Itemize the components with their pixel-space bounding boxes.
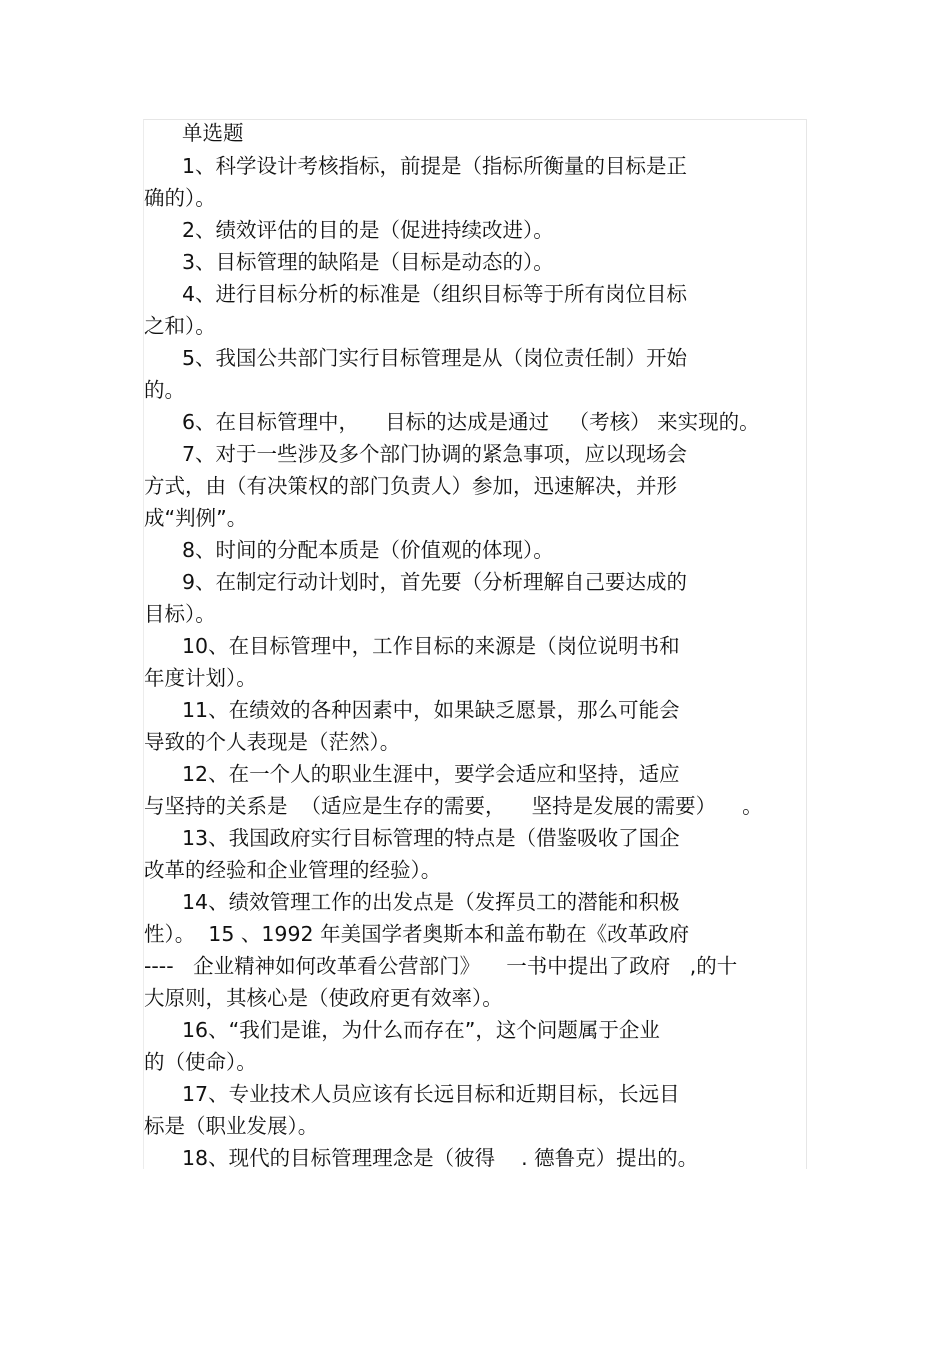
question-12-line-1: 12、在一个人的职业生涯中，要学会适应和坚持，适应 — [182, 762, 680, 786]
question-4-line-1: 4、进行目标分析的标准是（组织目标等于所有岗位目标 — [182, 282, 688, 306]
question-7-line-2: 方式，由（有决策权的部门负责人）参加，迅速解决，并形 — [144, 474, 677, 498]
question-9-line-1: 9、在制定行动计划时，首先要（分析理解自己要达成的 — [182, 570, 688, 594]
question-1-line-1: 1、科学设计考核指标，前提是（指标所衡量的目标是正 — [182, 154, 688, 178]
question-12-line-2: 与坚持的关系是 （适应是生存的需要， 坚持是发展的需要） 。 — [144, 794, 763, 818]
question-10-line-2: 年度计划）。 — [144, 666, 257, 690]
question-7-line-1: 7、对于一些涉及多个部门协调的紧急事项，应以现场会 — [182, 442, 688, 466]
question-7-line-3: 成“判例”。 — [144, 506, 248, 530]
question-11-line-1: 11、在绩效的各种因素中，如果缺乏愿景，那么可能会 — [182, 698, 680, 722]
question-3: 3、目标管理的缺陷是（目标是动态的）。 — [182, 250, 554, 274]
question-14-15-line: 性）。 15 、1992 年美国学者奥斯本和盖布勒在《改革政府 — [144, 922, 690, 946]
question-17-line-1: 17、专业技术人员应该有长远目标和近期目标，长远目 — [182, 1082, 680, 1106]
question-8: 8、时间的分配本质是（价值观的体现）。 — [182, 538, 554, 562]
question-11-line-2: 导致的个人表现是（茫然）。 — [144, 730, 401, 754]
question-5-line-1: 5、我国公共部门实行目标管理是从（岗位责任制）开始 — [182, 346, 688, 370]
question-1-line-2: 确的）。 — [144, 186, 216, 210]
question-14-line-1: 14、绩效管理工作的出发点是（发挥员工的潜能和积极 — [182, 890, 680, 914]
question-5-line-2: 的。 — [144, 378, 185, 402]
question-9-line-2: 目标）。 — [144, 602, 216, 626]
question-15-line-3: 大原则，其核心是（使政府更有效率）。 — [144, 986, 503, 1010]
question-16-line-1: 16、“我们是谁，为什么而存在”，这个问题属于企业 — [182, 1018, 660, 1042]
question-13-line-1: 13、我国政府实行目标管理的特点是（借鉴吸收了国企 — [182, 826, 680, 850]
question-15-line-2: ---- 企业精神如何改革看公营部门》 一书中提出了政府 ,的十 — [144, 954, 738, 978]
question-2: 2、绩效评估的目的是（促进持续改进）。 — [182, 218, 554, 242]
question-18: 18、现代的目标管理理念是（彼得 . 德鲁克）提出的。 — [182, 1146, 699, 1170]
section-heading: 单选题 — [182, 121, 244, 145]
question-13-line-2: 改革的经验和企业管理的经验）。 — [144, 858, 442, 882]
question-4-line-2: 之和）。 — [144, 314, 216, 338]
question-10-line-1: 10、在目标管理中，工作目标的来源是（岗位说明书和 — [182, 634, 680, 658]
question-6: 6、在目标管理中， 目标的达成是通过 （考核） 来实现的。 — [182, 410, 760, 434]
question-17-line-2: 标是（职业发展）。 — [144, 1114, 319, 1138]
question-16-line-2: 的（使命）。 — [144, 1050, 257, 1074]
